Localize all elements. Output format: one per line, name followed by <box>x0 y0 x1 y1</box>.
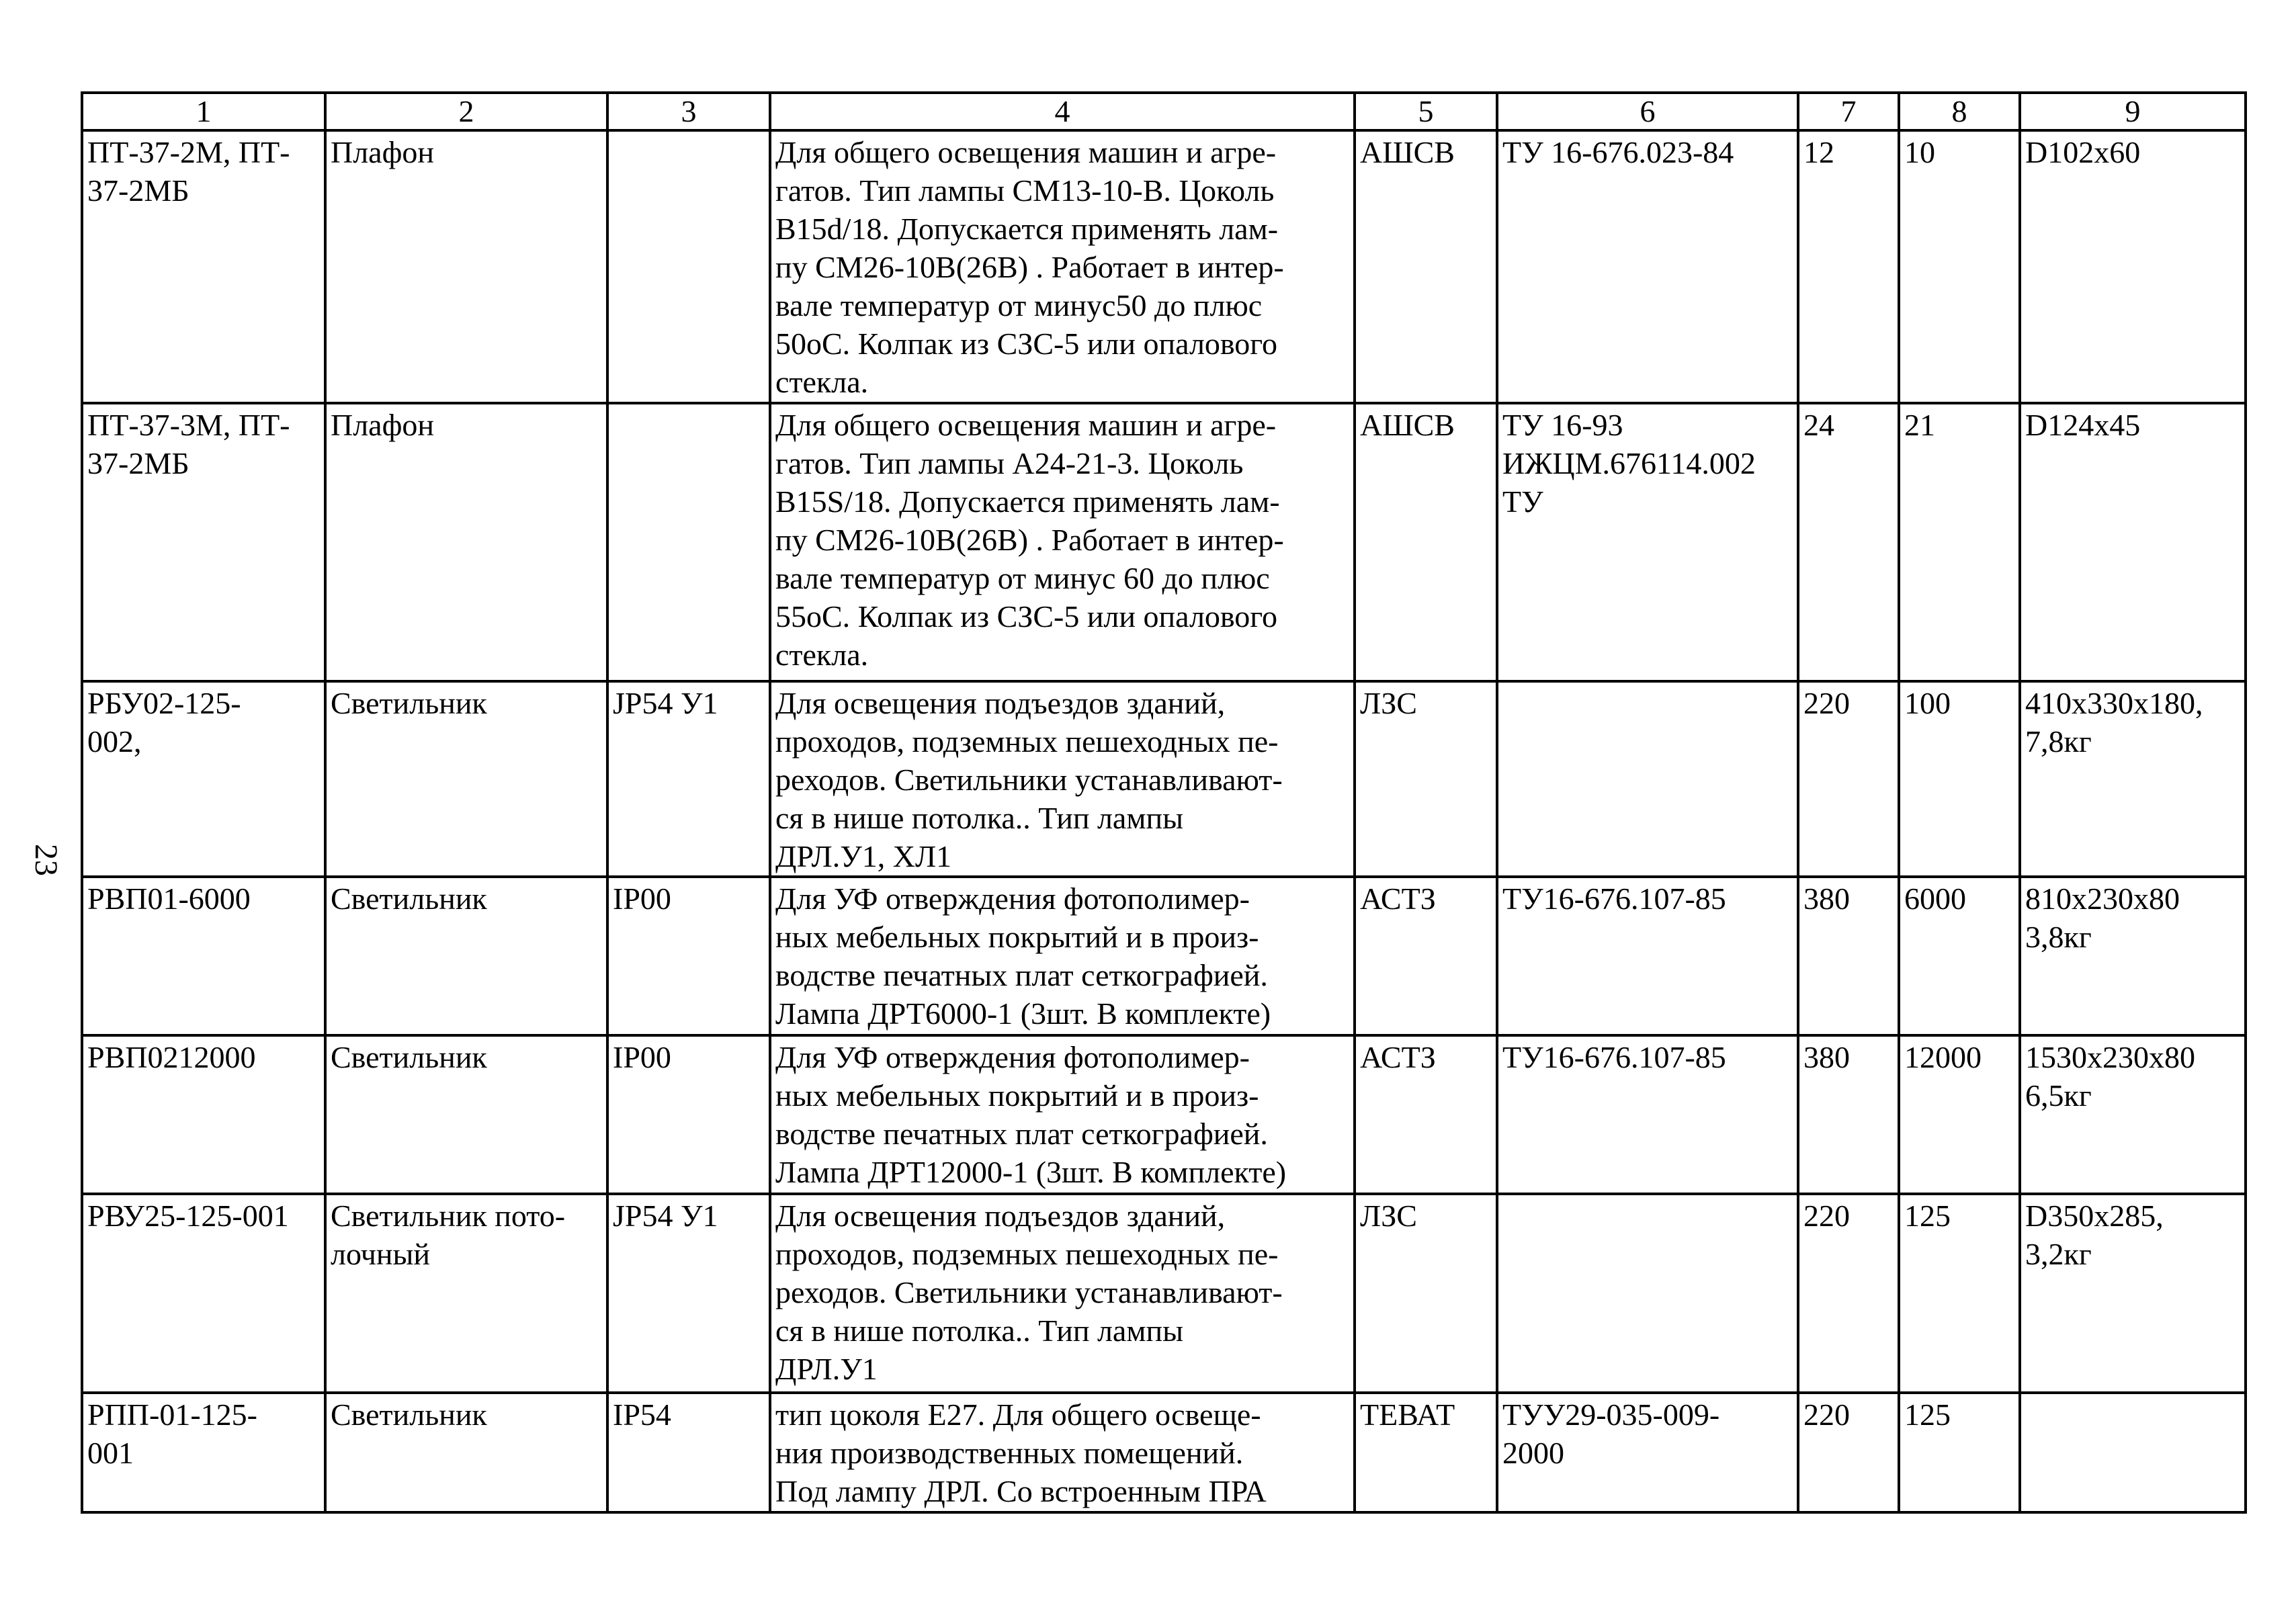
cell-standard: ТУ 16-676.023-84 <box>1497 130 1798 403</box>
cell-description: тип цоколя Е27. Для общего освеще- ния производственных помещений. Под лампу ДРЛ. Со встроенным ПРА <box>770 1393 1355 1512</box>
cell-power: 10 <box>1899 130 2020 403</box>
column-header: 1 <box>82 93 325 130</box>
cell-name: Светильник <box>325 681 607 877</box>
cell-designation: РБУ02-125- 002, <box>82 681 325 877</box>
cell-designation: РПП-01-125- 001 <box>82 1393 325 1512</box>
column-header: 2 <box>325 93 607 130</box>
cell-standard: ТУ16-676.107-85 <box>1497 877 1798 1035</box>
page-number: 23 <box>28 844 64 876</box>
cell-power: 100 <box>1899 681 2020 877</box>
column-header: 6 <box>1497 93 1798 130</box>
table-row <box>82 130 2246 403</box>
cell-dimensions: 410x330x180, 7,8кг <box>2020 681 2246 877</box>
cell-voltage: 380 <box>1798 1035 1899 1194</box>
cell-standard: ТУ 16-93 ИЖЦМ.676114.002 ТУ <box>1497 403 1798 681</box>
column-header: 3 <box>607 93 770 130</box>
cell-name: Плафон <box>325 130 607 403</box>
cell-protection <box>607 403 770 681</box>
cell-dimensions: 810x230x80 3,8кг <box>2020 877 2246 1035</box>
cell-protection: IP54 <box>607 1393 770 1512</box>
cell-standard: ТУ16-676.107-85 <box>1497 1035 1798 1194</box>
cell-name: Светильник <box>325 1393 607 1512</box>
cell-voltage: 220 <box>1798 1393 1899 1512</box>
column-header: 8 <box>1899 93 2020 130</box>
cell-dimensions: D124x45 <box>2020 403 2246 681</box>
table-row <box>82 1393 2246 1512</box>
cell-voltage: 220 <box>1798 681 1899 877</box>
cell-manufacturer: АСТЗ <box>1355 877 1497 1035</box>
cell-description: Для УФ отверждения фотополимер- ных мебельных покрытий и в произ- водстве печатных плат сеткографией. Лампа ДРТ6000-1 (3шт. В комплекте) <box>770 877 1355 1035</box>
cell-dimensions: D350x285, 3,2кг <box>2020 1194 2246 1393</box>
cell-name: Плафон <box>325 403 607 681</box>
cell-description: Для освещения подъездов зданий, проходов, подземных пешеходных пе- реходов. Светильники устанавливают- ся в нише потолка.. Тип лампы ДРЛ.У1 <box>770 1194 1355 1393</box>
table-row <box>82 403 2246 681</box>
cell-protection: JP54 У1 <box>607 1194 770 1393</box>
cell-designation: РВП01-6000 <box>82 877 325 1035</box>
cell-voltage: 380 <box>1798 877 1899 1035</box>
cell-designation: РВП0212000 <box>82 1035 325 1194</box>
cell-manufacturer: ЛЗС <box>1355 681 1497 877</box>
header-row <box>82 93 2246 130</box>
cell-protection: IP00 <box>607 1035 770 1194</box>
cell-power: 125 <box>1899 1393 2020 1512</box>
cell-description: Для УФ отверждения фотополимер- ных мебельных покрытий и в произ- водстве печатных плат сеткографией. Лампа ДРТ12000-1 (3шт. В комплекте) <box>770 1035 1355 1194</box>
cell-standard: ТУУ29-035-009- 2000 <box>1497 1393 1798 1512</box>
cell-description: Для общего освещения машин и агре- гатов. Тип лампы СМ13-10-В. Цоколь B15d/18. Допускается применять лам- пу СМ26-10В(26В) . Работает в интер- вале температур от минус50 до плюс 50оС. Колпак из СЗС-5 или опалового стекла. <box>770 130 1355 403</box>
cell-standard <box>1497 1194 1798 1393</box>
cell-dimensions: 1530x230x80 6,5кг <box>2020 1035 2246 1194</box>
cell-dimensions: D102x60 <box>2020 130 2246 403</box>
column-header: 5 <box>1355 93 1497 130</box>
cell-manufacturer: АСТЗ <box>1355 1035 1497 1194</box>
cell-name: Светильник пото- лочный <box>325 1194 607 1393</box>
cell-manufacturer: ЛЗС <box>1355 1194 1497 1393</box>
cell-protection: JP54 У1 <box>607 681 770 877</box>
lamp-specification-table <box>81 91 2247 1514</box>
cell-manufacturer: АШСВ <box>1355 130 1497 403</box>
table-row <box>82 877 2246 1035</box>
cell-name: Светильник <box>325 877 607 1035</box>
cell-description: Для общего освещения машин и агре- гатов. Тип лампы А24-21-3. Цоколь B15S/18. Допускается применять лам- пу СМ26-10В(26В) . Работает в интер- вале температур от минус 60 до плюс 55оС. Колпак из СЗС-5 или опалового стекла. <box>770 403 1355 681</box>
cell-voltage: 24 <box>1798 403 1899 681</box>
cell-manufacturer: АШСВ <box>1355 403 1497 681</box>
cell-power: 125 <box>1899 1194 2020 1393</box>
cell-protection <box>607 130 770 403</box>
cell-protection: IP00 <box>607 877 770 1035</box>
cell-description: Для освещения подъездов зданий, проходов, подземных пешеходных пе- реходов. Светильники устанавливают- ся в нише потолка.. Тип лампы ДРЛ.У1, ХЛ1 <box>770 681 1355 877</box>
cell-name: Светильник <box>325 1035 607 1194</box>
table-row <box>82 1194 2246 1393</box>
column-header: 4 <box>770 93 1355 130</box>
cell-voltage: 220 <box>1798 1194 1899 1393</box>
column-header: 9 <box>2020 93 2246 130</box>
column-header: 7 <box>1798 93 1899 130</box>
cell-power: 6000 <box>1899 877 2020 1035</box>
cell-designation: ПТ-37-2М, ПТ- 37-2МБ <box>82 130 325 403</box>
cell-designation: ПТ-37-3М, ПТ- 37-2МБ <box>82 403 325 681</box>
cell-power: 21 <box>1899 403 2020 681</box>
cell-voltage: 12 <box>1798 130 1899 403</box>
cell-manufacturer: ТЕВАТ <box>1355 1393 1497 1512</box>
cell-power: 12000 <box>1899 1035 2020 1194</box>
cell-dimensions <box>2020 1393 2246 1512</box>
cell-designation: РВУ25-125-001 <box>82 1194 325 1393</box>
table-row <box>82 681 2246 877</box>
cell-standard <box>1497 681 1798 877</box>
table-row <box>82 1035 2246 1194</box>
